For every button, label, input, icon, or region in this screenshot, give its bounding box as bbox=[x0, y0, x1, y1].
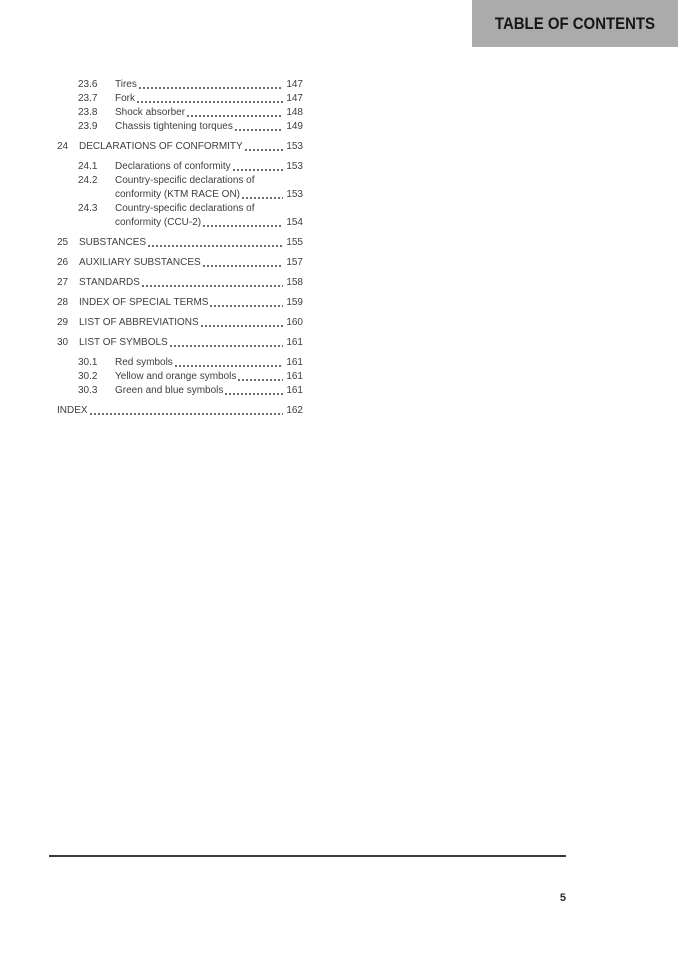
dot-leader bbox=[139, 87, 283, 89]
entry-title: STANDARDS bbox=[79, 277, 140, 288]
toc-entry bbox=[57, 404, 303, 418]
section-number: 28 bbox=[57, 297, 69, 308]
header-band bbox=[472, 0, 678, 47]
section-number: 26 bbox=[57, 257, 69, 268]
dot-leader bbox=[187, 115, 283, 117]
dot-leader bbox=[201, 325, 283, 327]
entry-page-ref: 161 bbox=[286, 357, 303, 368]
toc-entry bbox=[57, 356, 303, 370]
entry-title: Shock absorber bbox=[115, 107, 186, 118]
section-number: 23.9 bbox=[78, 121, 98, 132]
section-number: 23.6 bbox=[78, 79, 98, 90]
entry-page-ref: 158 bbox=[286, 277, 303, 288]
entry-title: DECLARATIONS OF CONFORMITY bbox=[79, 141, 243, 152]
dot-leader bbox=[210, 305, 283, 307]
entry-page-ref: 153 bbox=[286, 141, 303, 152]
entry-title: Red symbols bbox=[115, 357, 173, 368]
entry-page-ref: 153 bbox=[286, 161, 303, 172]
entry-page-ref: 161 bbox=[286, 371, 303, 382]
toc-entry bbox=[57, 256, 303, 270]
dot-leader bbox=[203, 265, 283, 267]
entry-page-ref: 160 bbox=[286, 317, 303, 328]
toc-entry bbox=[57, 120, 303, 134]
entry-page-ref: 157 bbox=[286, 257, 303, 268]
toc-entry bbox=[57, 92, 303, 106]
section-number: 30.3 bbox=[78, 385, 98, 396]
entry-page-ref: 159 bbox=[286, 297, 303, 308]
section-number: 24.1 bbox=[78, 161, 98, 172]
toc-entry bbox=[57, 140, 303, 154]
toc-entry bbox=[57, 174, 303, 188]
entry-title: Country-specific declarations of bbox=[115, 175, 255, 186]
toc-entry bbox=[57, 370, 303, 384]
dot-leader bbox=[137, 101, 283, 103]
section-number: 24.3 bbox=[78, 203, 98, 214]
section-number: 24 bbox=[57, 141, 69, 152]
entry-page-ref: 162 bbox=[286, 405, 303, 416]
dot-leader bbox=[233, 169, 283, 171]
entry-page-ref: 147 bbox=[286, 93, 303, 104]
dot-leader bbox=[170, 345, 283, 347]
entry-title: conformity (KTM RACE ON) bbox=[115, 189, 241, 200]
entry-title: conformity (CCU-2) bbox=[115, 217, 202, 228]
entry-title: INDEX OF SPECIAL TERMS bbox=[79, 297, 209, 308]
dot-leader bbox=[225, 393, 283, 395]
section-number: 30.2 bbox=[78, 371, 98, 382]
toc-entry bbox=[57, 188, 303, 202]
section-number: 29 bbox=[57, 317, 69, 328]
dot-leader bbox=[235, 129, 283, 131]
dot-leader bbox=[245, 149, 283, 151]
toc-entry bbox=[57, 78, 303, 92]
dot-leader bbox=[203, 225, 283, 227]
page-number: 5 bbox=[559, 892, 566, 904]
toc-entry bbox=[57, 384, 303, 398]
toc-entry bbox=[57, 296, 303, 310]
section-number: 25 bbox=[57, 237, 69, 248]
entry-page-ref: 161 bbox=[286, 337, 303, 348]
toc-entry bbox=[57, 276, 303, 290]
entry-title: LIST OF ABBREVIATIONS bbox=[79, 317, 199, 328]
entry-page-ref: 148 bbox=[286, 107, 303, 118]
entry-title: Tires bbox=[115, 79, 137, 90]
toc-entry bbox=[57, 106, 303, 120]
page-title: TABLE OF CONTENTS bbox=[494, 13, 656, 33]
entry-page-ref: 154 bbox=[286, 217, 303, 228]
section-number: 24.2 bbox=[78, 175, 98, 186]
section-number: 30.1 bbox=[78, 357, 98, 368]
section-number: 30 bbox=[57, 337, 69, 348]
entry-title: Yellow and orange symbols bbox=[115, 371, 237, 382]
dot-leader bbox=[175, 365, 283, 367]
section-number: 23.8 bbox=[78, 107, 98, 118]
dot-leader bbox=[148, 245, 283, 247]
toc-list bbox=[57, 78, 303, 424]
entry-title: Country-specific declarations of bbox=[115, 203, 255, 214]
section-number: 27 bbox=[57, 277, 69, 288]
entry-title: SUBSTANCES bbox=[79, 237, 147, 248]
toc-entry bbox=[57, 202, 303, 216]
entry-page-ref: 161 bbox=[286, 385, 303, 396]
entry-title: INDEX bbox=[57, 405, 88, 416]
entry-title: Fork bbox=[115, 93, 135, 104]
toc-entry bbox=[57, 216, 303, 230]
entry-title: AUXILIARY SUBSTANCES bbox=[79, 257, 201, 268]
entry-title: Declarations of conformity bbox=[115, 161, 231, 172]
dot-leader bbox=[142, 285, 283, 287]
entry-title: Green and blue symbols bbox=[115, 385, 224, 396]
entry-page-ref: 147 bbox=[286, 79, 303, 90]
dot-leader bbox=[238, 379, 283, 381]
entry-page-ref: 149 bbox=[286, 121, 303, 132]
dot-leader bbox=[242, 197, 283, 199]
dot-leader bbox=[90, 413, 283, 415]
entry-page-ref: 155 bbox=[286, 237, 303, 248]
toc-entry bbox=[57, 160, 303, 174]
toc-entry bbox=[57, 336, 303, 350]
entry-title: Chassis tightening torques bbox=[115, 121, 233, 132]
entry-title: LIST OF SYMBOLS bbox=[79, 337, 168, 348]
section-number: 23.7 bbox=[78, 93, 98, 104]
toc-entry bbox=[57, 236, 303, 250]
toc-entry bbox=[57, 316, 303, 330]
footer-divider bbox=[49, 855, 566, 857]
entry-page-ref: 153 bbox=[286, 189, 303, 200]
